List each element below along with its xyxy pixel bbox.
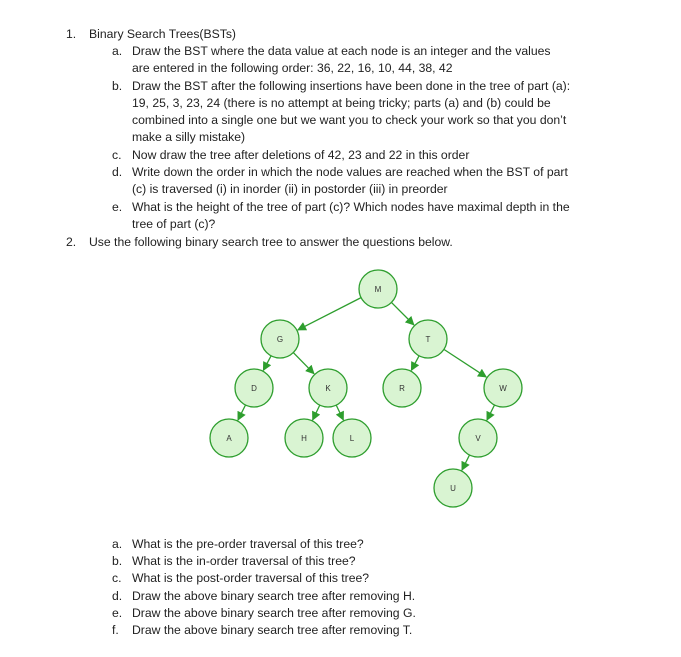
item-line: Now draw the tree after deletions of 42, 23 and 22 in this order bbox=[132, 148, 470, 162]
question-marker: c. bbox=[112, 571, 122, 585]
edge-w-v bbox=[487, 405, 495, 420]
question-text: Draw the above binary search tree after removing G. bbox=[132, 606, 416, 620]
item-marker: b. bbox=[112, 79, 123, 93]
node-label: W bbox=[499, 384, 507, 393]
edge-t-r bbox=[411, 356, 419, 371]
tree-node-m bbox=[359, 270, 397, 308]
section2-title: Use the following binary search tree to answer the questions below. bbox=[89, 235, 453, 249]
node-label: L bbox=[349, 434, 355, 443]
edge-d-a bbox=[238, 405, 246, 420]
section1-title: Binary Search Trees(BSTs) bbox=[89, 27, 236, 41]
question-text: What is the post-order traversal of this tree? bbox=[132, 571, 370, 585]
item-line: make a silly mistake) bbox=[132, 130, 246, 144]
question-marker: d. bbox=[112, 589, 123, 603]
node-label: H bbox=[301, 434, 307, 443]
item-marker: a. bbox=[112, 44, 123, 58]
item-line: combined into a single one but we want you to check your work so that you don’t bbox=[132, 113, 567, 127]
edge-m-g bbox=[298, 298, 361, 330]
question-text: What is the pre-order traversal of this tree? bbox=[132, 537, 364, 551]
edge-k-h bbox=[313, 405, 320, 420]
node-label: V bbox=[475, 434, 481, 443]
tree-node-r bbox=[383, 369, 421, 407]
item-line: 19, 25, 3, 23, 24 (there is no attempt at being tricky; parts (a) and (b) could be bbox=[132, 96, 551, 110]
question-marker: b. bbox=[112, 554, 123, 568]
item-marker: c. bbox=[112, 148, 122, 162]
section1-number: 1. bbox=[66, 27, 77, 41]
node-label: M bbox=[374, 285, 382, 294]
item-line: What is the height of the tree of part (c)? Which nodes have maximal depth in the bbox=[132, 200, 570, 214]
question-marker: f. bbox=[112, 623, 119, 637]
edge-g-d bbox=[263, 356, 271, 371]
item-line: tree of part (c)? bbox=[132, 217, 216, 231]
edge-t-w bbox=[444, 349, 486, 377]
question-text: Draw the above binary search tree after removing H. bbox=[132, 589, 416, 603]
node-label: A bbox=[226, 434, 232, 443]
tree-node-a bbox=[210, 419, 248, 457]
item-marker: e. bbox=[112, 200, 123, 214]
item-marker: d. bbox=[112, 165, 123, 179]
item-line: Draw the BST after the following insertions have been done in the tree of part (a): bbox=[132, 79, 571, 93]
question-marker: e. bbox=[112, 606, 123, 620]
item-line: Draw the BST where the data value at each node is an integer and the values bbox=[132, 44, 551, 58]
tree-node-t bbox=[409, 320, 447, 358]
edge-m-t bbox=[391, 302, 413, 324]
node-label: U bbox=[450, 484, 456, 493]
item-line: Write down the order in which the node values are reached when the BST of part bbox=[132, 165, 568, 179]
tree-node-w bbox=[484, 369, 522, 407]
item-line: are entered in the following order: 36, 22, 16, 10, 44, 38, 42 bbox=[132, 61, 453, 75]
node-label: G bbox=[276, 335, 284, 344]
section2-number: 2. bbox=[66, 235, 77, 249]
node-label: D bbox=[251, 384, 257, 393]
tree-node-v bbox=[459, 419, 497, 457]
edge-k-l bbox=[336, 405, 343, 420]
node-label: K bbox=[325, 384, 331, 393]
edge-g-k bbox=[293, 353, 314, 374]
question-text: Draw the above binary search tree after removing T. bbox=[132, 623, 413, 637]
tree-node-l bbox=[333, 419, 371, 457]
tree-node-d bbox=[235, 369, 273, 407]
node-label: T bbox=[425, 335, 431, 344]
tree-node-u bbox=[434, 469, 472, 507]
edge-v-u bbox=[462, 455, 470, 470]
tree-node-k bbox=[309, 369, 347, 407]
question-text: What is the in-order traversal of this tree? bbox=[132, 554, 356, 568]
tree-nodes bbox=[210, 270, 522, 507]
node-label: R bbox=[399, 384, 405, 393]
item-line: (c) is traversed (i) in inorder (ii) in postorder (iii) in preorder bbox=[132, 182, 448, 196]
tree-node-h bbox=[285, 419, 323, 457]
tree-node-g bbox=[261, 320, 299, 358]
question-marker: a. bbox=[112, 537, 123, 551]
